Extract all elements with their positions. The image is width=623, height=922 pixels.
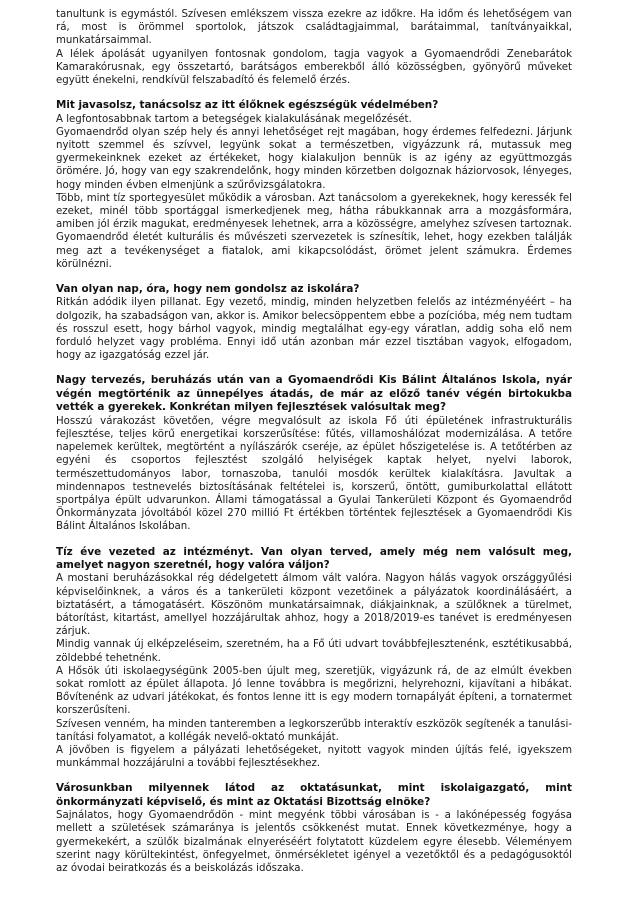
intro-section <box>56 8 572 87</box>
paragraph: A Hősök úti iskolaegységünk 2005-ben újult meg, szeretjük, vigyázunk rá, de az elmúlt években sokat romlott az épület állapota. Jó lenne továbbra is megőrizni, helyrehozni, kijavítani a hibákat. Bővítenénk az udvari játékokat, és fontos lenne itt is egy modern tornapályát építeni, a tornatermet korszerűsíteni. <box>56 665 572 717</box>
paragraph: Gyomaendrőd olyan szép hely és annyi lehetőséget rejt magában, hogy érdemes felfedezni. Járjunk nyitott szemmel és szívvel, legyünk sokat a természetben, vigyázzunk rá, mutassuk meg gyermekeinknek ezeket az értékeket, hogy kialakuljon bennük is az igény az együttmozgás örömére. Jó, hogy van egy szakrendelőnk, hogy minden körzetben dolgoznak háziorvosok, lényeges, hogy minden évben elmenjünk a szűrővizsgálatokra. <box>56 126 572 191</box>
answer-section <box>56 415 572 534</box>
interview-question: Nagy tervezés, beruházás után van a Gyomaendrődi Kis Bálint Általános Iskola, nyár végén megtörténik az ünnepélyes átadás, de már az előző tanév végén birtokukba vették a gyerekek. Konkrétan milyen fejlesztések valósultak meg? <box>56 374 572 414</box>
paragraph: Ritkán adódik ilyen pillanat. Egy vezető, mindig, minden helyzetben felelős az intézményéért – ha dolgozik, ha szabadságon van, akkor is. Amikor belecsöppentem ebbe a pozícióba, még nem tudtam és rosszul esett, hogy bárhol vagyok, mindig megtalálhat egy-egy váratlan, addig soha elő nem forduló helyzet vagy probléma. Ennyi idő után azonban már ezzel tisztában vagyok, elfogadom, hogy az igazgatóság ezzel jár. <box>56 297 572 362</box>
answer-section <box>56 572 572 770</box>
paragraph: Sajnálatos, hogy Gyomaendrődön - mint megyénk többi városában is - a lakónépesség fogyása mellett a születések számaránya is jelentős csökkenést mutat. Ennek következménye, hogy a gyermekekért, a szülők bizalmának elnyeréséért folytatott küzdelem egyre élesebb. Véleményem szerint nagy körültekintést, önfegyelmet, önmérsékletet igényel a vezetőktől és a pedagógusoktól az óvodai beiratkozás és a beiskolázás időszaka. <box>56 810 572 875</box>
paragraph: A jövőben is figyelem a pályázati lehetőségeket, nyitott vagyok minden újítás felé, igyekszem munkámmal hozzájárulni a további fejlesztésekhez. <box>56 744 572 770</box>
paragraph: tanultunk is egymástól. Szívesen emlékszem vissza ezekre az időkre. Ha időm és lehetőségem van rá, most is örömmel sportolok, játszok családtagjaimmal, barátaimmal, tanítványaikkal, munkatársaimmal. <box>56 9 572 47</box>
paragraph: A lélek ápolását ugyanilyen fontosnak gondolom, tagja vagyok a Gyomaendrődi Zenebarátok Kamarakórusnak, egy összetartó, barátságos emberekből álló közösségben, gyönyörű műveket együtt énekelni, rendkívül felszabadító és felemelő érzés. <box>56 48 572 87</box>
paragraph: Több, mint tíz sportegyesület működik a városban. Azt tanácsolom a gyerekeknek, hogy keressék fel ezeket, minél több sportággal ismerkedjenek meg, hátha rábukkannak arra a mozgásformára, amiben jól érzik magukat, eredményesek lehetnek, arra a közösségre, amelyhez szívesen tartoznak. Gyomaendrőd életét kulturális és művészeti szervezetek is színesítik, lehet, hogy ezekben találják meg azt a tevékenységet a fiatalok, ami kikapcsolódást, örömet jelent számukra. Érdemes körülnézni. <box>56 192 572 270</box>
paragraph: A mostani beruházásokkal rég dédelgetett álmom vált valóra. Nagyon hálás vagyok országgyűlési képviselőinknek, a város és a tankerületi központ vezetőinek a pályázatok koordinálásáért, a biztatásért, a támogatásért. Köszönöm munkatársaimnak, diákjainknak, a szülőknek a türelmet, bátorítást, kitartást, amellyel hozzájárultak ahhoz, hogy a 2018/2019-es tanévet is eredményesen zárjuk. <box>56 573 572 638</box>
interview-question: Városunkban milyennek látod az oktatásunkat, mint iskolaigazgató, mint önkormányzati képviselő, és mint az Oktatási Bizottság elnöke? <box>56 782 572 808</box>
answer-section <box>56 113 572 271</box>
interview-question: Tíz éve vezeted az intézményt. Van olyan terved, amely még nem valósult meg, amelyet nagyon szeretnél, hogy valóra váljon? <box>56 545 572 571</box>
answer-section <box>56 296 572 362</box>
paragraph: Szívesen venném, ha minden tanteremben a legkorszerűbb interaktív eszközök segítenék a tanulási-tanítási folyamatot, a kollégák nevelő-oktató munkáját. <box>56 718 572 743</box>
paragraph: Mindig vannak új elképzeléseim, szeretném, ha a Fő úti udvart továbbfejlesztenénk, esztétikusabbá, zöldebbé tehetnénk. <box>56 639 572 664</box>
answer-section <box>56 809 572 875</box>
document-page <box>56 8 572 887</box>
paragraph: A legfontosabbnak tartom a betegségek kialakulásának megelőzését. <box>56 113 412 125</box>
interview-question: Van olyan nap, óra, hogy nem gondolsz az iskolára? <box>56 283 360 296</box>
paragraph: Hosszú várakozást követően, végre megvalósult az iskola Fő úti épületének infrastrukturális fejlesztése, teljes körű energetikai korszerűsítése: fűtés, villamoshálózat modernizálása. A tetőre napelemek kerültek, megtörtént a nyílászárók cseréje, az épület hőszigetelése is. A tetőtérben az egyéni és csoportos fejlesztést szolgáló helyiségek kaptak helyet, nyelvi laborok, természettudományos labor, tornaszoba, tanulói mosdók kerültek kialakításra. Javultak a mindennapos testnevelés biztosításának feltételei is, korszerű, öntött, gumiburkolattal ellátott sportpálya épült udvarunkon. Állami támogatással a Gyulai Tankerületi Központ és Gyomaendrőd Önkormányzata jóvoltából közel 270 millió Ft értékben történtek fejlesztések a Gyomaendrődi Kis Bálint Általános Iskolában. <box>56 415 572 533</box>
interview-question: Mit javasolsz, tanácsolsz az itt élőknek egészségük védelmében? <box>56 99 439 112</box>
